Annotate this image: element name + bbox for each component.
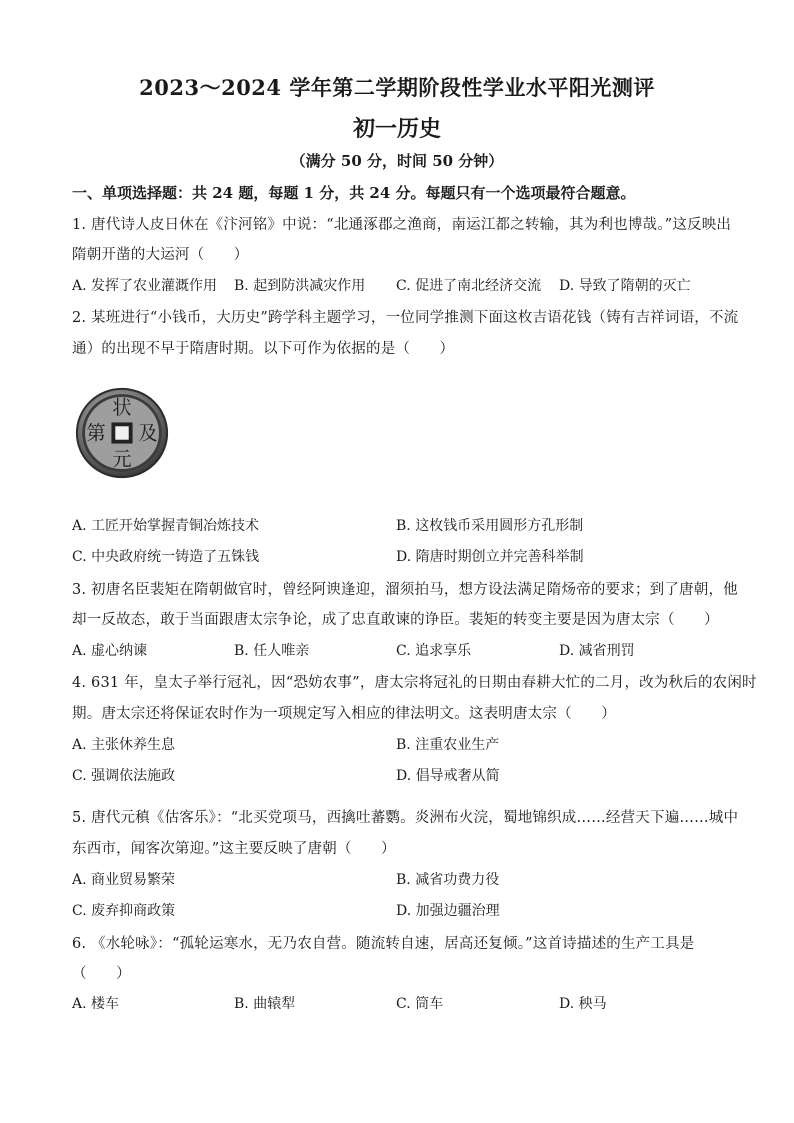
option-b[interactable]: B. 减省功费力役 (396, 872, 500, 888)
coin-char-top: 状 (112, 395, 132, 419)
coin-image (74, 385, 170, 481)
option-a[interactable]: A. 主张休养生息 (72, 737, 176, 753)
question-text: （ ） (72, 966, 131, 982)
option-b[interactable]: B. 曲辕犁 (234, 996, 296, 1012)
option-d[interactable]: D. 倡导戒奢从简 (396, 768, 500, 784)
coin-char-bottom: 元 (112, 447, 132, 471)
option-a[interactable]: A. 工匠开始掌握青铜冶炼技术 (72, 518, 260, 534)
question-text: 5. 唐代元稹《估客乐》：“北买党项马，西擒吐蕃鹦。炎洲布火浣，蜀地锦织成……经营天下遍……城中 (72, 810, 739, 826)
option-c[interactable]: C. 废弃抑商政策 (72, 903, 176, 919)
question-text: 4. 631 年，皇太子举行冠礼，因“恐妨农事”，唐太宗将冠礼的日期由春耕大忙的二月，改为秋后的农闲时 (72, 675, 757, 691)
option-d[interactable]: D. 加强边疆治理 (396, 903, 500, 919)
option-d[interactable]: D. 导致了隋朝的灭亡 (559, 278, 691, 294)
option-d[interactable]: D. 隋唐时期创立并完善科举制 (396, 549, 584, 565)
exam-title: 2023～2024 学年第二学期阶段性学业水平阳光测评 (139, 75, 655, 100)
coin-char-left: 第 (86, 421, 106, 445)
option-c[interactable]: C. 促进了南北经济交流 (396, 278, 542, 294)
question-text: 6. 《水轮咏》：“孤轮运寒水，无乃农自营。随流转自速，居高还复倾。”这首诗描述的生产工具是 (72, 936, 695, 952)
question-text: 3. 初唐名臣裴矩在隋朝做官时，曾经阿谀逢迎，溜须拍马，想方设法满足隋炀帝的要求；到了唐朝，他 (72, 582, 738, 598)
question-text: 却一反故态，敢于当面跟唐太宗争论，成了忠直敢谏的诤臣。裴矩的转变主要是因为唐太宗（ ） (72, 612, 719, 628)
option-d[interactable]: D. 减省刑罚 (559, 643, 635, 659)
subject-title: 初一历史 (352, 116, 441, 142)
option-c[interactable]: C. 强调依法施政 (72, 768, 176, 784)
option-b[interactable]: B. 起到防洪减灾作用 (234, 278, 366, 294)
option-d[interactable]: D. 秧马 (559, 996, 607, 1012)
option-b[interactable]: B. 注重农业生产 (396, 737, 500, 753)
question-text: 隋朝开凿的大运河（ ） (72, 247, 249, 263)
coin-char-right: 及 (138, 421, 158, 445)
question-text: 通）的出现不早于隋唐时期。以下可作为依据的是（ ） (72, 341, 455, 357)
question-text: 2. 某班进行“小钱币，大历史”跨学科主题学习，一位同学推测下面这枚吉语花钱（铸有吉祥词语，不流 (72, 310, 739, 326)
question-text: 期。唐太宗还将保证农时作为一项规定写入相应的律法明文。这表明唐太宗（ ） (72, 706, 616, 722)
option-a[interactable]: A. 楼车 (72, 996, 120, 1012)
option-a[interactable]: A. 商业贸易繁荣 (72, 872, 176, 888)
option-a[interactable]: A. 发挥了农业灌溉作用 (72, 278, 218, 294)
option-c[interactable]: C. 追求享乐 (396, 643, 472, 659)
section-heading: 一、单项选择题：共 24 题，每题 1 分，共 24 分。每题只有一个选项最符合题意。 (72, 184, 636, 202)
question-text: 1. 唐代诗人皮日休在《汴河铭》中说：“北通涿郡之渔商，南运江都之转输，其为利也博哉。”这反映出 (72, 217, 732, 233)
option-c[interactable]: C. 筒车 (396, 996, 444, 1012)
option-b[interactable]: B. 任人唯亲 (234, 643, 310, 659)
option-a[interactable]: A. 虚心纳谏 (72, 643, 148, 659)
score-time-note: （满分 50 分，时间 50 分钟） (290, 152, 504, 170)
option-b[interactable]: B. 这枚钱币采用圆形方孔形制 (396, 518, 584, 534)
option-c[interactable]: C. 中央政府统一铸造了五铢钱 (72, 549, 260, 565)
question-text: 东西市，闻客次第迎。”这主要反映了唐朝（ ） (72, 841, 396, 857)
